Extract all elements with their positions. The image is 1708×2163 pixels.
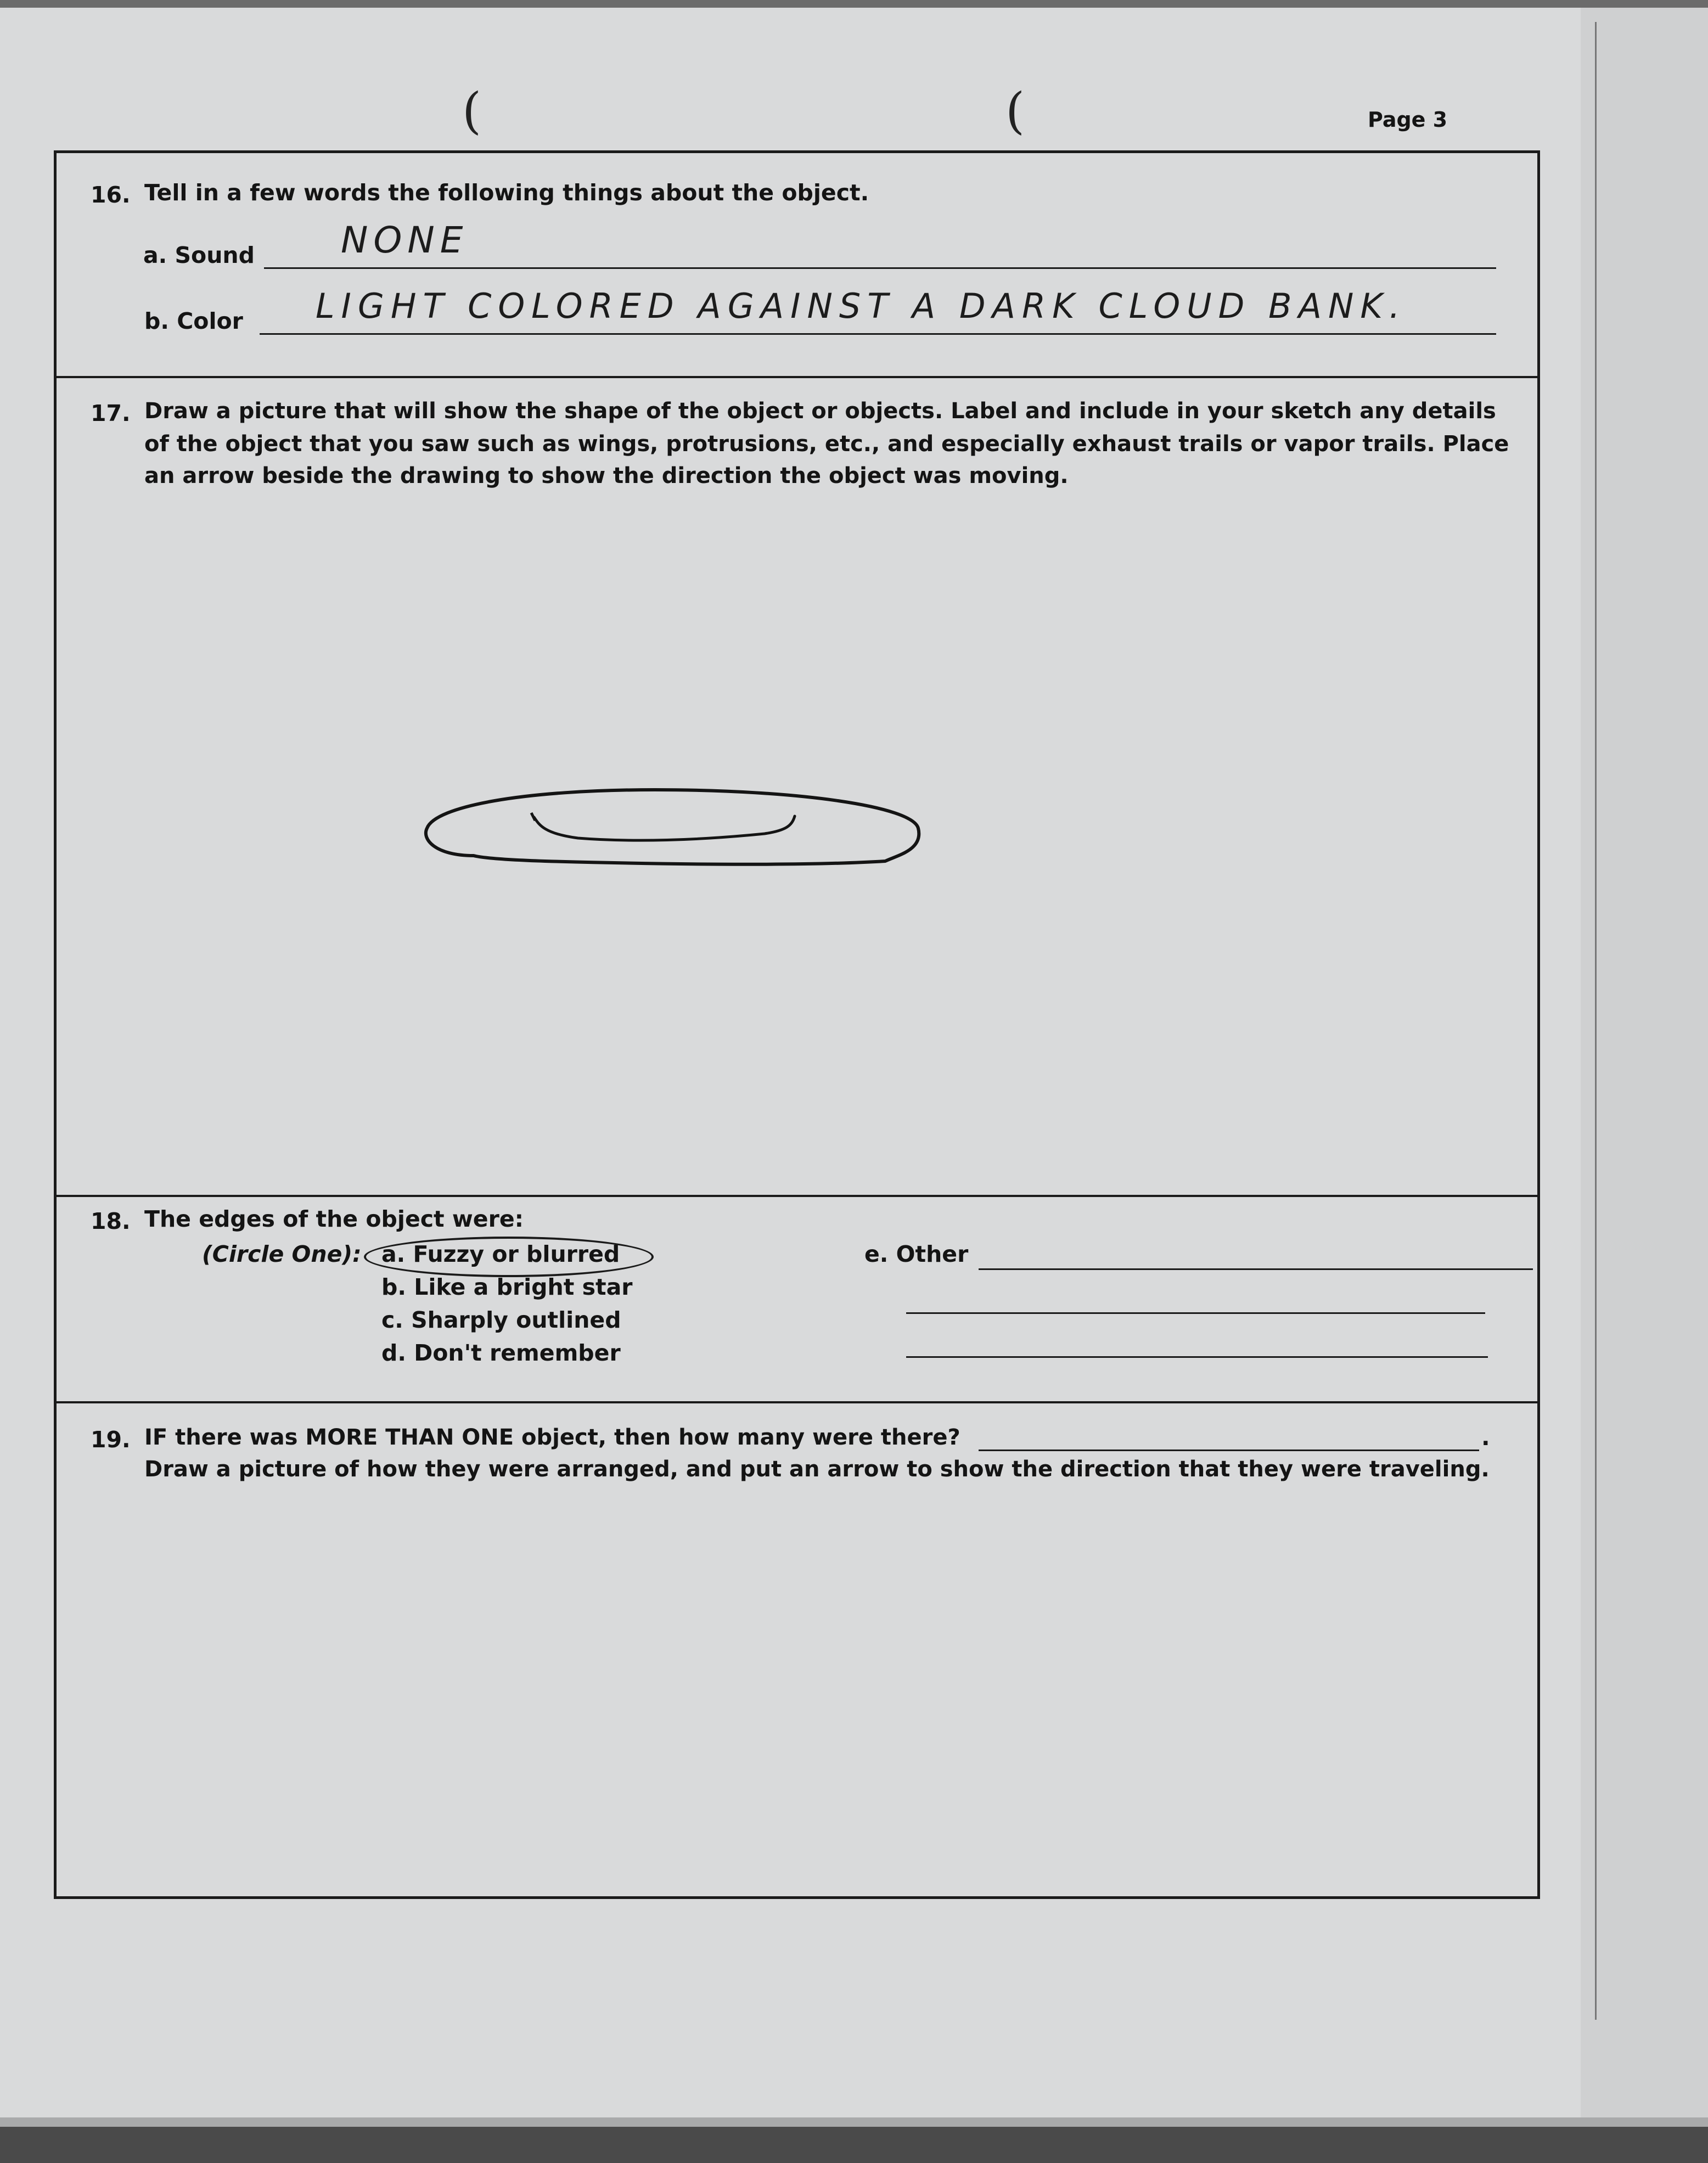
other-line-2[interactable] [906,1312,1485,1314]
q19-number: 19. [91,1426,131,1453]
q17-line2: of the object that you saw such as wings, protrusions, etc., and especially exhaust trails or vapor trails. Place [144,431,1509,457]
count-line[interactable] [979,1450,1479,1451]
question-17 [57,378,1537,1197]
q18-number: 18. [91,1208,131,1234]
q17-line3: an arrow beside the drawing to show the direction the object was moving. [144,463,1069,488]
color-line [260,333,1496,335]
page-margin [1581,0,1708,2163]
question-18 [57,1197,1537,1404]
other-line-1[interactable] [979,1268,1533,1270]
color-answer[interactable]: LIGHT COLORED AGAINST A DARK CLOUD BANK. [316,286,1407,326]
q19-line1: IF there was MORE THAN ONE object, then how many were there? [144,1425,960,1450]
q16-prompt: Tell in a few words the following things about the object. [144,179,869,206]
option-dont-remember[interactable]: d. Don't remember [381,1340,621,1366]
count-period: . [1481,1424,1490,1451]
page-number: Page 3 [1368,108,1448,132]
stray-mark-right: ( [1005,82,1025,140]
q16-number: 16. [91,182,131,208]
arrangement-drawing-area[interactable] [62,1491,1533,1886]
sound-label: a. Sound [143,242,255,268]
q18-prompt: The edges of the object were: [144,1206,524,1232]
selection-circle [364,1237,654,1277]
top-edge [0,0,1708,8]
q19-line2: Draw a picture of how they were arranged, and put an arrow to show the direction that they were traveling. [144,1457,1490,1482]
object-sketch[interactable] [413,773,929,883]
q17-line1: Draw a picture that will show the shape of the object or objects. Label and include in your sketch any details [144,398,1496,424]
questionnaire-form [54,150,1540,1899]
sound-line [264,267,1496,269]
color-label: b. Color [144,308,243,334]
stray-mark-left: ( [462,82,482,140]
option-fuzzy[interactable]: a. Fuzzy or blurred [381,1241,620,1267]
question-16 [57,153,1537,378]
option-sharply-outlined[interactable]: c. Sharply outlined [381,1307,621,1333]
other-line-3[interactable] [906,1356,1488,1358]
sound-answer[interactable]: NONE [341,219,469,261]
question-19 [57,1403,1537,1897]
q17-number: 17. [91,400,131,426]
option-bright-star[interactable]: b. Like a bright star [381,1274,633,1300]
other-label: e. Other [864,1241,969,1267]
bottom-edge [0,2127,1708,2163]
circle-one-instruction: (Circle One): [202,1241,362,1267]
margin-line [1595,22,1597,2020]
